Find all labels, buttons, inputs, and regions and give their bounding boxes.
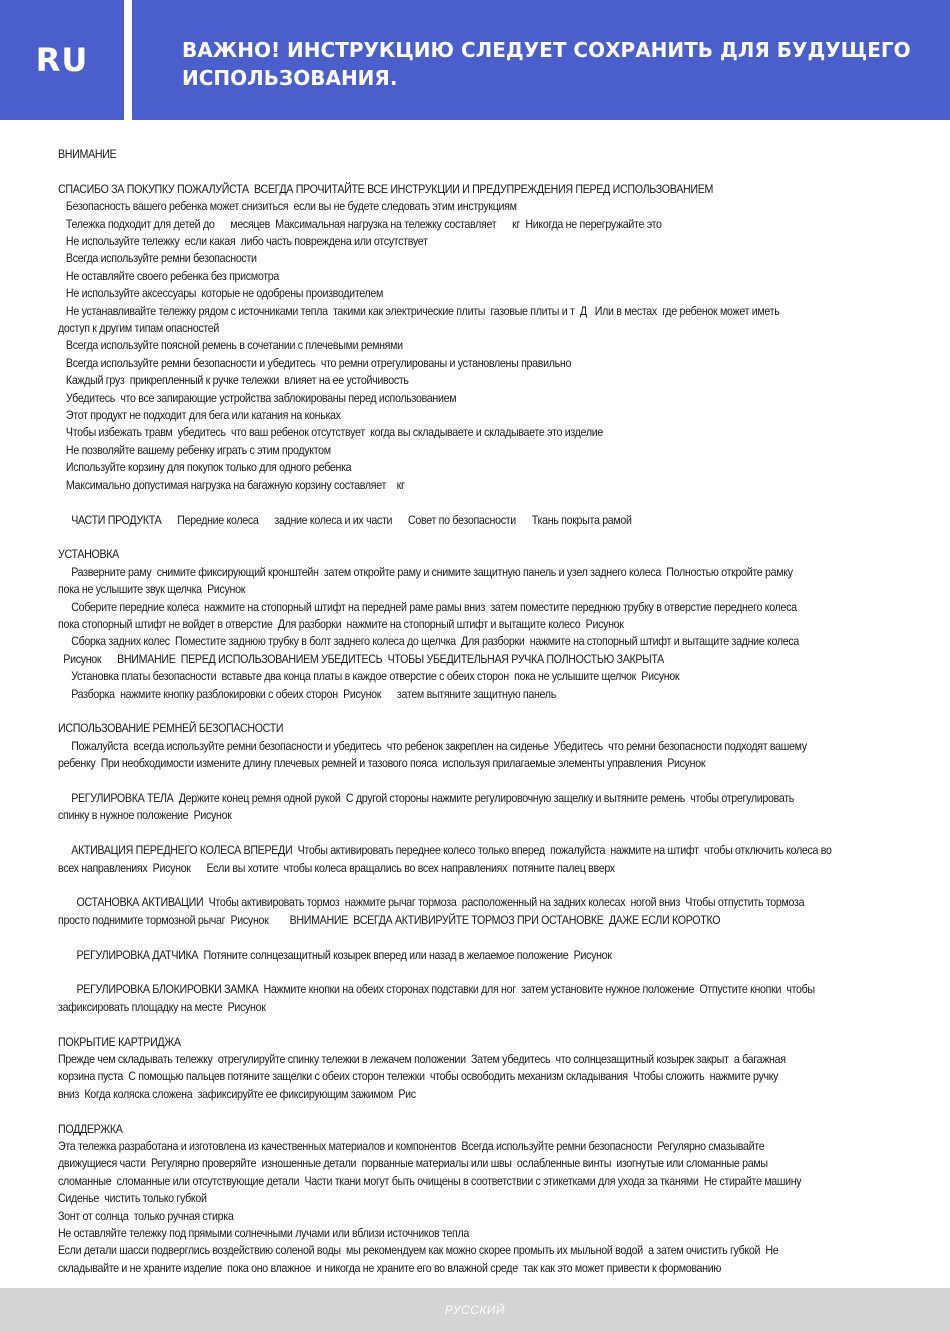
blank-line [58,529,898,546]
blank-line [58,1103,898,1120]
text-line: ПОДДЕРЖКА [58,1122,123,1136]
text-line: Используйте корзину для покупок только для одного ребенка [58,461,352,475]
text-line: ИСПОЛЬЗОВАНИЕ РЕМНЕЙ БЕЗОПАСНОСТИ [58,722,284,736]
text-line: Сборка задних колес Поместите заднюю трубку в болт заднего колеса до щелчка Для разборки нажмите на стопорный штифт и вытащите задние колеса [58,635,800,649]
blank-line [58,703,898,720]
blank-line [58,1016,898,1033]
blank-line [58,163,898,180]
text-line: ОСТАНОВКА АКТИВАЦИИ Чтобы активировать тормоз нажмите рычаг тормоза расположенный на задних колесах ногой вниз Чтобы отпустить тормоза [58,896,805,910]
text-line: ЧАСТИ ПРОДУКТА Передние колеса задние колеса и их части Совет по безопасности Ткань покрыта рамой [58,513,632,527]
text-line: Не устанавливайте тележку рядом с источниками тепла такими как электрические плиты газовые плиты и т Д Или в местах где ребенок может иметь [58,304,780,318]
text-line: пока не услышите звук щелчка Рисунок [58,583,246,597]
text-line: Не используйте тележку если какая либо часть повреждена или отсутствует [58,235,428,249]
text-line: Разверните раму снимите фиксирующий кронштейн затем откройте раму и снимите защитную панель и узел заднего колеса Полностью откройте рамку [58,565,793,579]
header-banner [0,0,950,120]
text-line: Если детали шасси подверглись воздействию соленой воды мы рекомендуем как можно скорее промыть их мыльной водой а затем очистить губкой Не [58,1244,779,1258]
text-line: ПОКРЫТИЕ КАРТРИДЖА [58,1035,181,1049]
text-line: СПАСИБО ЗА ПОКУПКУ ПОЖАЛУЙСТА ВСЕГДА ПРОЧИТАЙТЕ ВСЕ ИНСТРУКЦИИ И ПРЕДУПРЕЖДЕНИЯ ПЕРЕД ИСПОЛЬЗОВАНИЕМ [58,182,714,196]
text-line: Всегда используйте поясной ремень в сочетании с плечевыми ремнями [58,339,403,353]
text-line: Убедитесь что все запирающие устройства заблокированы перед использованием [58,391,457,405]
text-line: РЕГУЛИРОВКА БЛОКИРОВКИ ЗАМКА Нажмите кнопки на обеих сторонах подставки для ног затем установите нужное положение Отпустите кнопки чтобы [58,983,815,997]
blank-line [58,929,898,946]
text-line: Сиденье чистить только губкой [58,1192,207,1206]
text-line: ВНИМАНИЕ [58,148,117,161]
text-line: Не оставляйте тележку под прямыми солнечными лучами или вблизи источников тепла [58,1227,469,1241]
text-line: Соберите передние колеса нажмите на стопорный штифт на передней раме рамы вниз затем поместите переднюю трубку в отверстие переднего колеса [58,600,797,614]
text-line: Зонт от солнца только ручная стирка [58,1209,234,1223]
blank-line [58,877,898,894]
text-line: всех направлениях Рисунок Если вы хотите чтобы колеса вращались во всех направлениях потяните палец вверх [58,861,615,875]
text-line: Безопасность вашего ребенка может снизиться если вы не будете следовать этим инструкциям [58,200,517,214]
blank-line [58,825,898,842]
text-line: Установка платы безопасности вставьте два конца платы в каждое отверстие с обеих сторон пока не услышите щелчок Рисунок [58,670,680,684]
language-code: RU [35,41,89,79]
text-line: доступ к другим типам опасностей [58,322,220,336]
text-line: зафиксировать площадку на месте Рисунок [58,1000,266,1014]
text-line: Всегда используйте ремни безопасности и убедитесь что ремни отрегулированы и установлены правильно [58,356,572,370]
text-line: РЕГУЛИРОВКА ТЕЛА Держите конец ремня одной рукой С другой стороны нажмите регулировочную защелку и вытяните ремень чтобы отрегулировать [58,791,795,805]
text-line: Каждый груз прикрепленный к ручке тележки влияет на ее устойчивость [58,374,409,388]
text-line: Не позволяйте вашему ребенку играть с этим продуктом [58,443,331,457]
header-divider [124,0,132,120]
text-line: Чтобы избежать травм убедитесь что ваш ребенок отсутствует когда вы складываете и складываете это изделие [58,426,603,440]
text-line: Разборка нажмите кнопку разблокировки с обеих сторон Рисунок затем вытяните защитную панель [58,687,556,701]
text-line: Эта тележка разработана и изготовлена из качественных материалов и компонентов Всегда используйте ремни безопасности Регулярно смазывайте [58,1139,765,1153]
instruction-body [58,146,831,1277]
language-badge [0,0,124,120]
blank-line [58,964,898,981]
text-line: РЕГУЛИРОВКА ДАТЧИКА Потяните солнцезащитный козырек вперед или назад в желаемое положение Рисунок [58,948,612,962]
blank-line [58,494,898,511]
text-line: корзина пуста С помощью пальцев потяните защелки с обеих сторон тележки чтобы освободить механизм складывания Чтобы сложить нажмите ручку [58,1070,779,1084]
text-line: УСТАНОВКА [58,548,119,562]
text-line: вниз Когда коляска сложена зафиксируйте ее фиксирующим зажимом Рис [58,1087,416,1101]
text-line: складывайте и не храните изделие пока оно влажное и никогда не храните его во влажной среде так как это может привести к формованию [58,1261,722,1275]
footer-bar [0,1288,950,1332]
text-line: Рисунок ВНИМАНИЕ ПЕРЕД ИСПОЛЬЗОВАНИЕМ УБЕДИТЕСЬ ЧТОБЫ УБЕДИТЕЛЬНАЯ РУЧКА ПОЛНОСТЬЮ ЗАКРЫТА [58,652,664,666]
text-line: просто поднимите тормозной рычаг Рисунок ВНИМАНИЕ ВСЕГДА АКТИВИРУЙТЕ ТОРМОЗ ПРИ ОСТАНОВКЕ ДАЖЕ ЕСЛИ КОРОТКО [58,913,721,927]
text-line: АКТИВАЦИЯ ПЕРЕДНЕГО КОЛЕСА ВПЕРЕДИ Чтобы активировать переднее колесо только вперед пожалуйста нажмите на штифт чтобы отключить колеса во [58,844,832,858]
blank-line [58,773,898,790]
text-line: Этот продукт не подходит для бега или катания на коньках [58,409,341,423]
text-line: Тележка подходит для детей до месяцев Максимальная нагрузка на тележку составляет кг Никогда не перегружайте это [58,217,662,231]
text-line: сломанные сломанные или отсутствующие детали Части ткани могут быть очищены в соответствии с этикетками для ухода за тканями Не стирайте машину [58,1174,802,1188]
page-title: ВАЖНО! ИНСТРУКЦИЮ СЛЕДУЕТ СОХРАНИТЬ ДЛЯ БУДУЩЕГО ИСПОЛЬЗОВАНИЯ. [182,38,911,90]
text-line: ребенку При необходимости измените длину плечевых ремней и тазового пояса используя прилагаемые элементы управления Рисунок [58,757,706,771]
text-line: Не используйте аксессуары которые не одобрены производителем [58,287,384,301]
text-line: движущиеся части Регулярно проверяйте изношенные детали порванные материалы или швы ослабленные винты изогнутые или сломанные рамы [58,1157,768,1171]
text-line: спинку в нужное положение Рисунок [58,809,232,823]
text-line: Прежде чем складывать тележку отрегулируйте спинку тележки в лежачем положении Затем убедитесь что солнцезащитный козырек закрыт а багажная [58,1052,786,1066]
text-line: Максимально допустимая нагрузка на багажную корзину составляет кг [58,478,405,492]
footer-language-label: РУССКИЙ [444,1303,506,1317]
text-line: Не оставляйте своего ребенка без присмотра [58,269,279,283]
text-line: Всегда используйте ремни безопасности [58,252,257,266]
text-line: пока стопорный штифт не войдет в отверстие Для разборки нажмите на стопорный штифт и вытащите колесо Рисунок [58,617,624,631]
text-line: Пожалуйста всегда используйте ремни безопасности и убедитесь что ребенок закреплен на сиденье Убедитесь что ремни безопасности подходят вашему [58,739,807,753]
